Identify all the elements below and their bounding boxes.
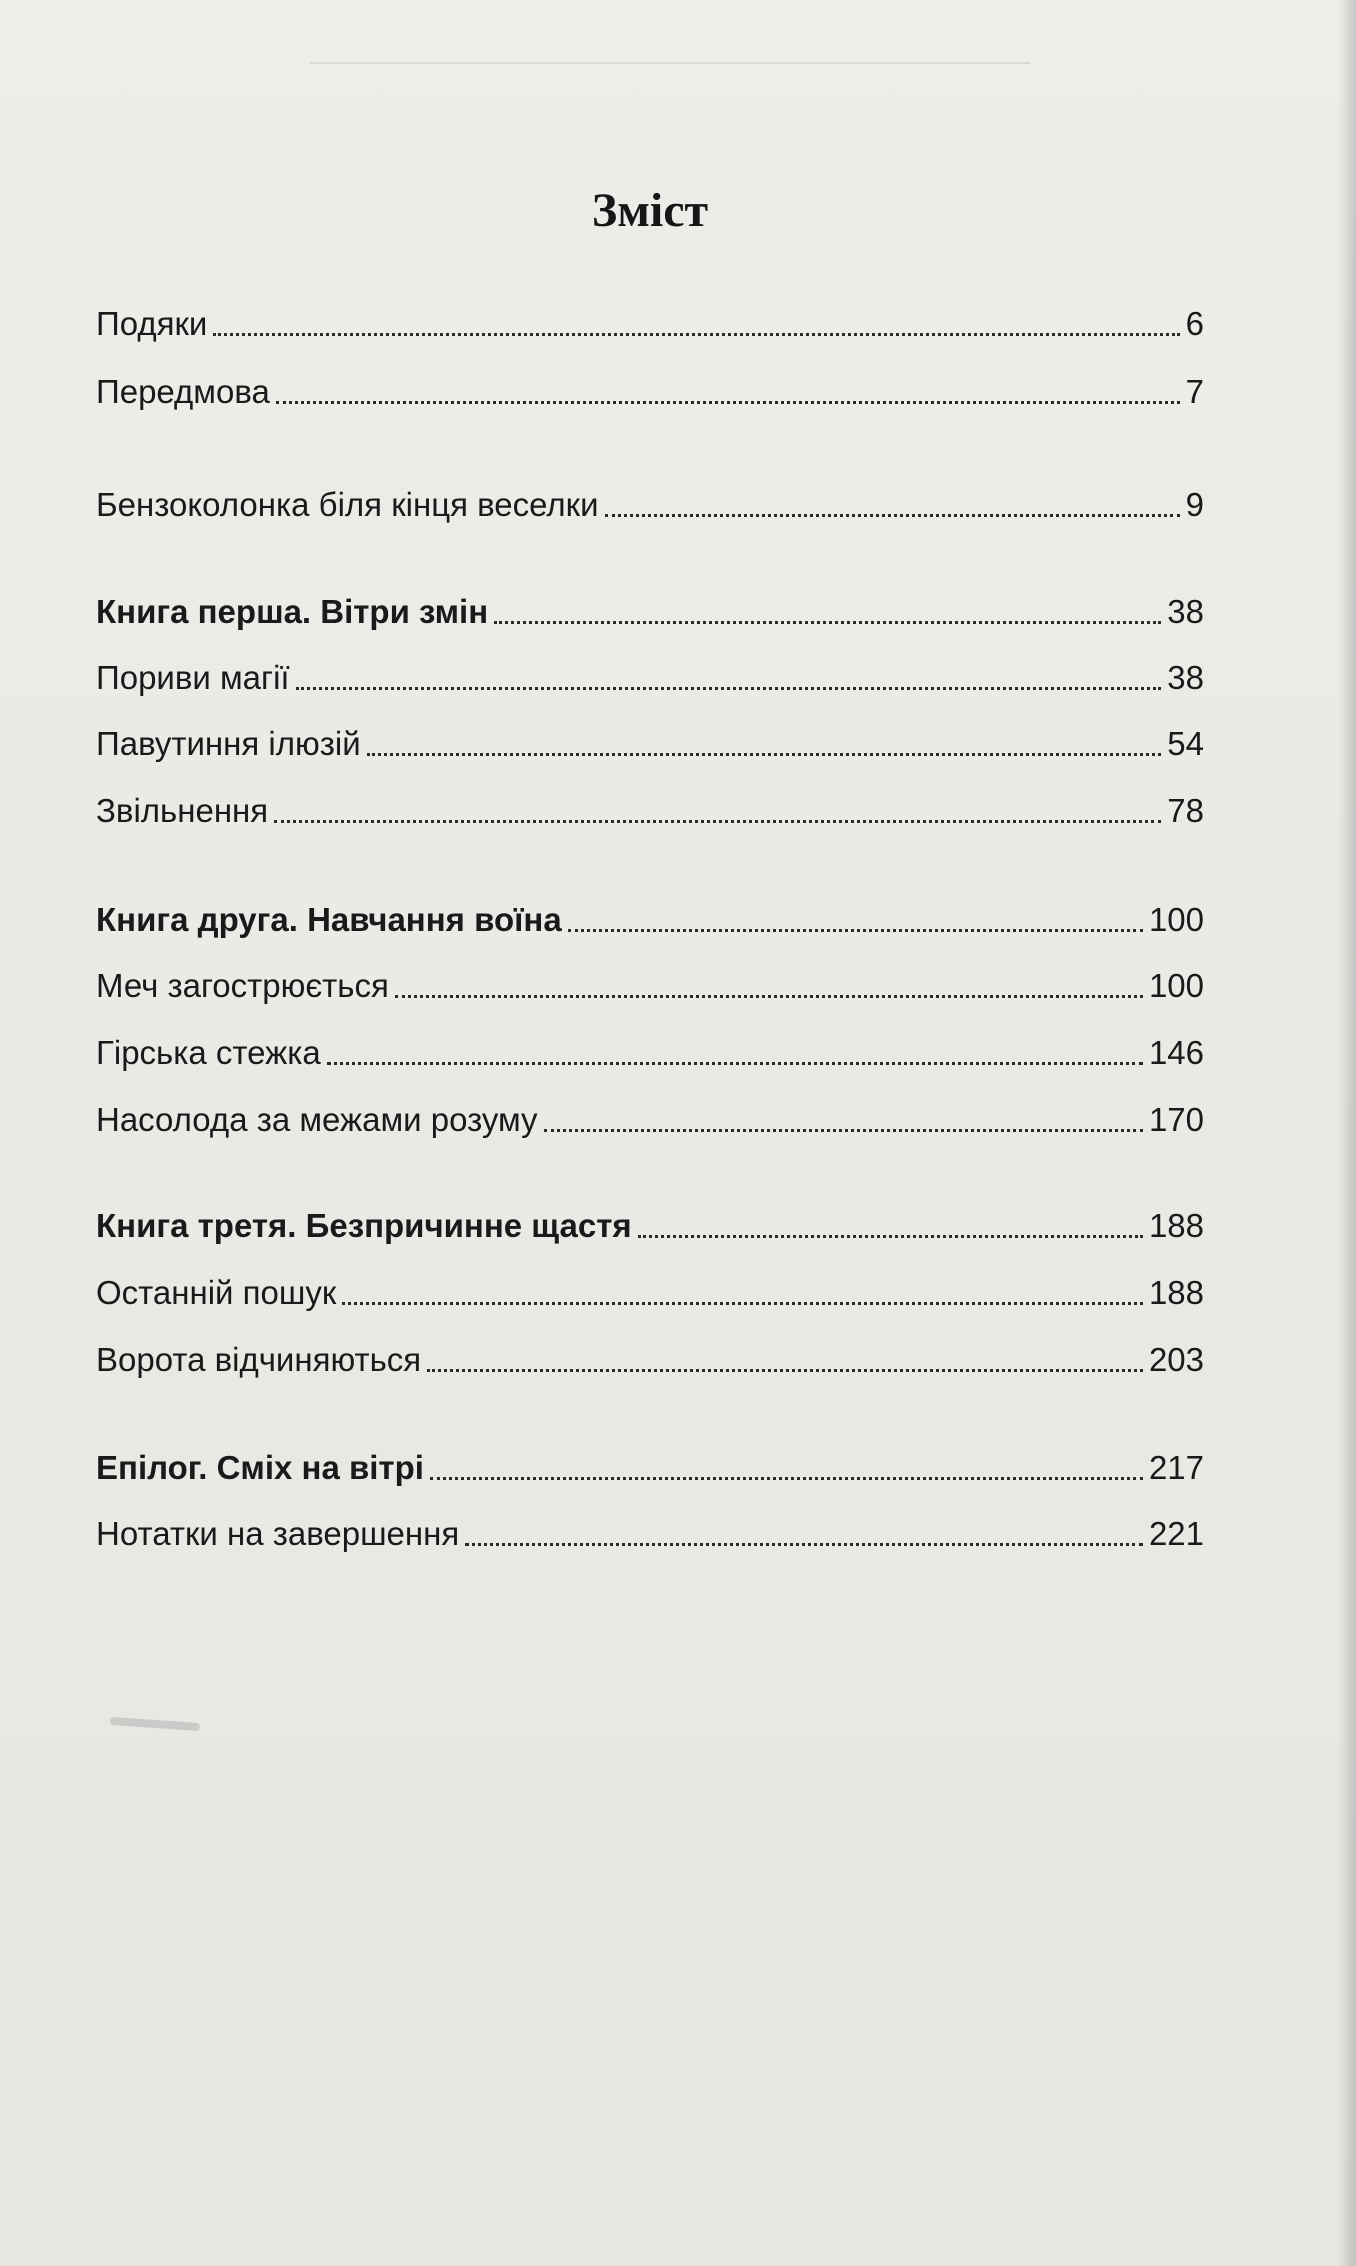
toc-entry (96, 298, 1204, 344)
toc-entry-label: Гірська стежка (96, 1034, 321, 1071)
toc-entry-label: Звільнення (96, 792, 269, 829)
toc-section-heading (96, 586, 1204, 632)
toc-entry-label: Книга третя. Безпричинне щастя (96, 1207, 632, 1244)
toc-entry-page: 38 (1167, 593, 1204, 630)
page-title: Зміст (591, 184, 709, 237)
toc-entry (96, 960, 1204, 1006)
toc-entry-label: Останній пошук (96, 1274, 337, 1311)
toc-entry-page: 7 (1185, 373, 1204, 410)
dot-leader (342, 1302, 1143, 1305)
dot-leader (605, 514, 1180, 517)
dot-leader (274, 820, 1161, 823)
dot-leader (544, 1129, 1143, 1132)
dot-leader (427, 1369, 1143, 1372)
toc-entry-label: Книга перша. Вітри змін (96, 593, 489, 630)
dot-leader (213, 333, 1179, 336)
toc-entry-page: 54 (1167, 725, 1204, 762)
paper-smudge (110, 1717, 200, 1731)
toc-section-heading (96, 894, 1204, 940)
toc-entry-label: Нотатки на завершення (96, 1515, 460, 1552)
dot-leader (296, 687, 1162, 690)
toc-entry-page: 100 (1148, 967, 1204, 1004)
toc-entry-label: Подяки (96, 305, 208, 342)
dot-leader (327, 1062, 1143, 1065)
dot-leader (276, 401, 1180, 404)
dot-leader (395, 995, 1143, 998)
toc-entry-label: Павутиння ілюзій (96, 725, 361, 762)
toc-entry-label: Пориви магії (96, 659, 290, 696)
dot-leader (568, 929, 1143, 932)
toc-entry-page: 78 (1167, 792, 1204, 829)
toc-entry-label: Ворота відчиняються (96, 1341, 422, 1378)
dot-leader (494, 621, 1161, 624)
toc-section-heading (96, 1442, 1204, 1488)
toc-entry (96, 718, 1204, 764)
toc-entry (96, 785, 1204, 831)
toc-entry-label: Книга друга. Навчання воїна (96, 901, 562, 938)
toc-entry-label: Бензоколонка біля кінця веселки (96, 486, 599, 523)
toc-entry (96, 1094, 1204, 1140)
toc-entry-page: 188 (1148, 1274, 1204, 1311)
toc-entry-page: 221 (1148, 1515, 1204, 1552)
toc-entry-page: 38 (1167, 659, 1204, 696)
dot-leader (430, 1477, 1143, 1480)
toc-section-heading (96, 1200, 1204, 1246)
toc-entry-page: 146 (1148, 1034, 1204, 1071)
toc-entry-page: 100 (1148, 901, 1204, 938)
toc-entry-page: 188 (1148, 1207, 1204, 1244)
toc-entry-page: 6 (1185, 305, 1204, 342)
toc-entry-page: 217 (1148, 1449, 1204, 1486)
toc-entry (96, 1508, 1204, 1554)
toc-entry-page: 170 (1148, 1101, 1204, 1138)
toc-entry-label: Епілог. Сміх на вітрі (96, 1449, 424, 1486)
toc-entry (96, 366, 1204, 412)
toc-entry-label: Насолода за межами розуму (96, 1101, 538, 1138)
dot-leader (638, 1235, 1143, 1238)
header-rule (310, 62, 1030, 64)
dot-leader (465, 1543, 1143, 1546)
toc-entry (96, 652, 1204, 698)
toc-entry (96, 479, 1204, 525)
page-edge-shadow (1338, 0, 1356, 2266)
toc-entry-page: 203 (1148, 1341, 1204, 1378)
toc-entry-label: Передмова (96, 373, 270, 410)
dot-leader (367, 753, 1162, 756)
toc-entry-page: 9 (1185, 486, 1204, 523)
toc-entry-label: Меч загострюється (96, 967, 389, 1004)
toc-entry (96, 1027, 1204, 1073)
toc-entry (96, 1267, 1204, 1313)
toc-entry (96, 1334, 1204, 1380)
